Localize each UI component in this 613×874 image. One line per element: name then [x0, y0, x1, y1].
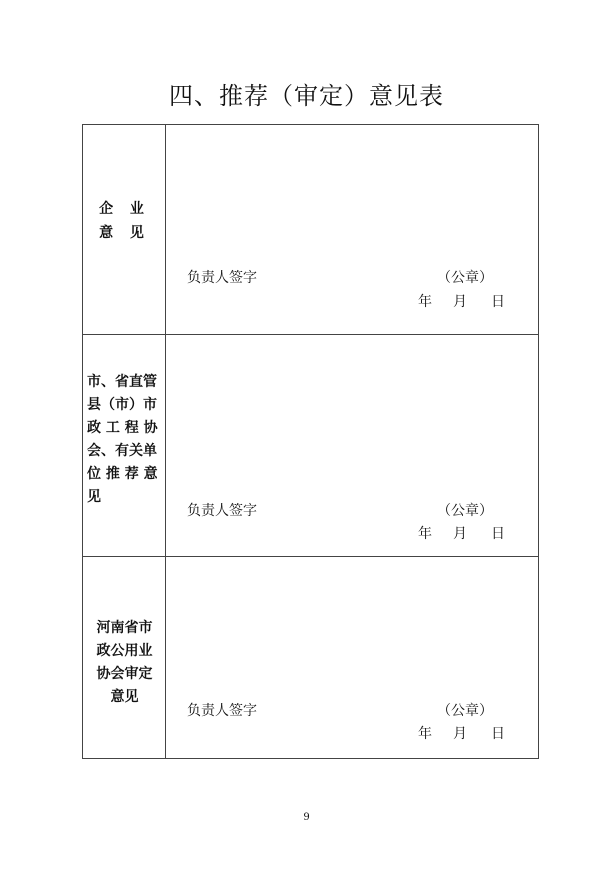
date-month-label: 月 [453, 294, 467, 310]
row-label-cell [83, 557, 166, 758]
page-title: 四、推荐（审定）意见表 [169, 82, 444, 110]
provincial-approval-row [83, 557, 538, 758]
date-month-label: 月 [453, 526, 467, 542]
opinion-form-table [82, 124, 539, 759]
signature-label: 负责人签字 [187, 270, 257, 286]
row-label: 河南省市 政公用业 协会审定 意见 [96, 620, 153, 705]
date-line [418, 723, 505, 743]
signature-label: 负责人签字 [187, 503, 257, 519]
row-label-cell [83, 125, 166, 334]
row-label: 企 业 意 见 [99, 201, 150, 241]
date-year-label: 年 [418, 526, 432, 542]
page-number: 9 [303, 812, 310, 823]
row-label: 市、省直管 县（市）市 政 工 程 协 会、有关单 位 推 荐 意 见 [87, 374, 158, 505]
seal-label: （公章） [437, 270, 493, 286]
seal-label: （公章） [437, 703, 493, 719]
signature-label: 负责人签字 [187, 703, 257, 719]
date-day-label: 日 [491, 526, 505, 542]
date-day-label: 日 [491, 294, 505, 310]
association-recommendation-row [83, 335, 538, 557]
enterprise-opinion-row [83, 125, 538, 335]
row-label-cell [83, 335, 166, 556]
date-line [418, 523, 505, 543]
date-month-label: 月 [453, 726, 467, 742]
date-year-label: 年 [418, 294, 432, 310]
date-day-label: 日 [491, 726, 505, 742]
date-year-label: 年 [418, 726, 432, 742]
date-line [418, 291, 505, 311]
seal-label: （公章） [437, 503, 493, 519]
